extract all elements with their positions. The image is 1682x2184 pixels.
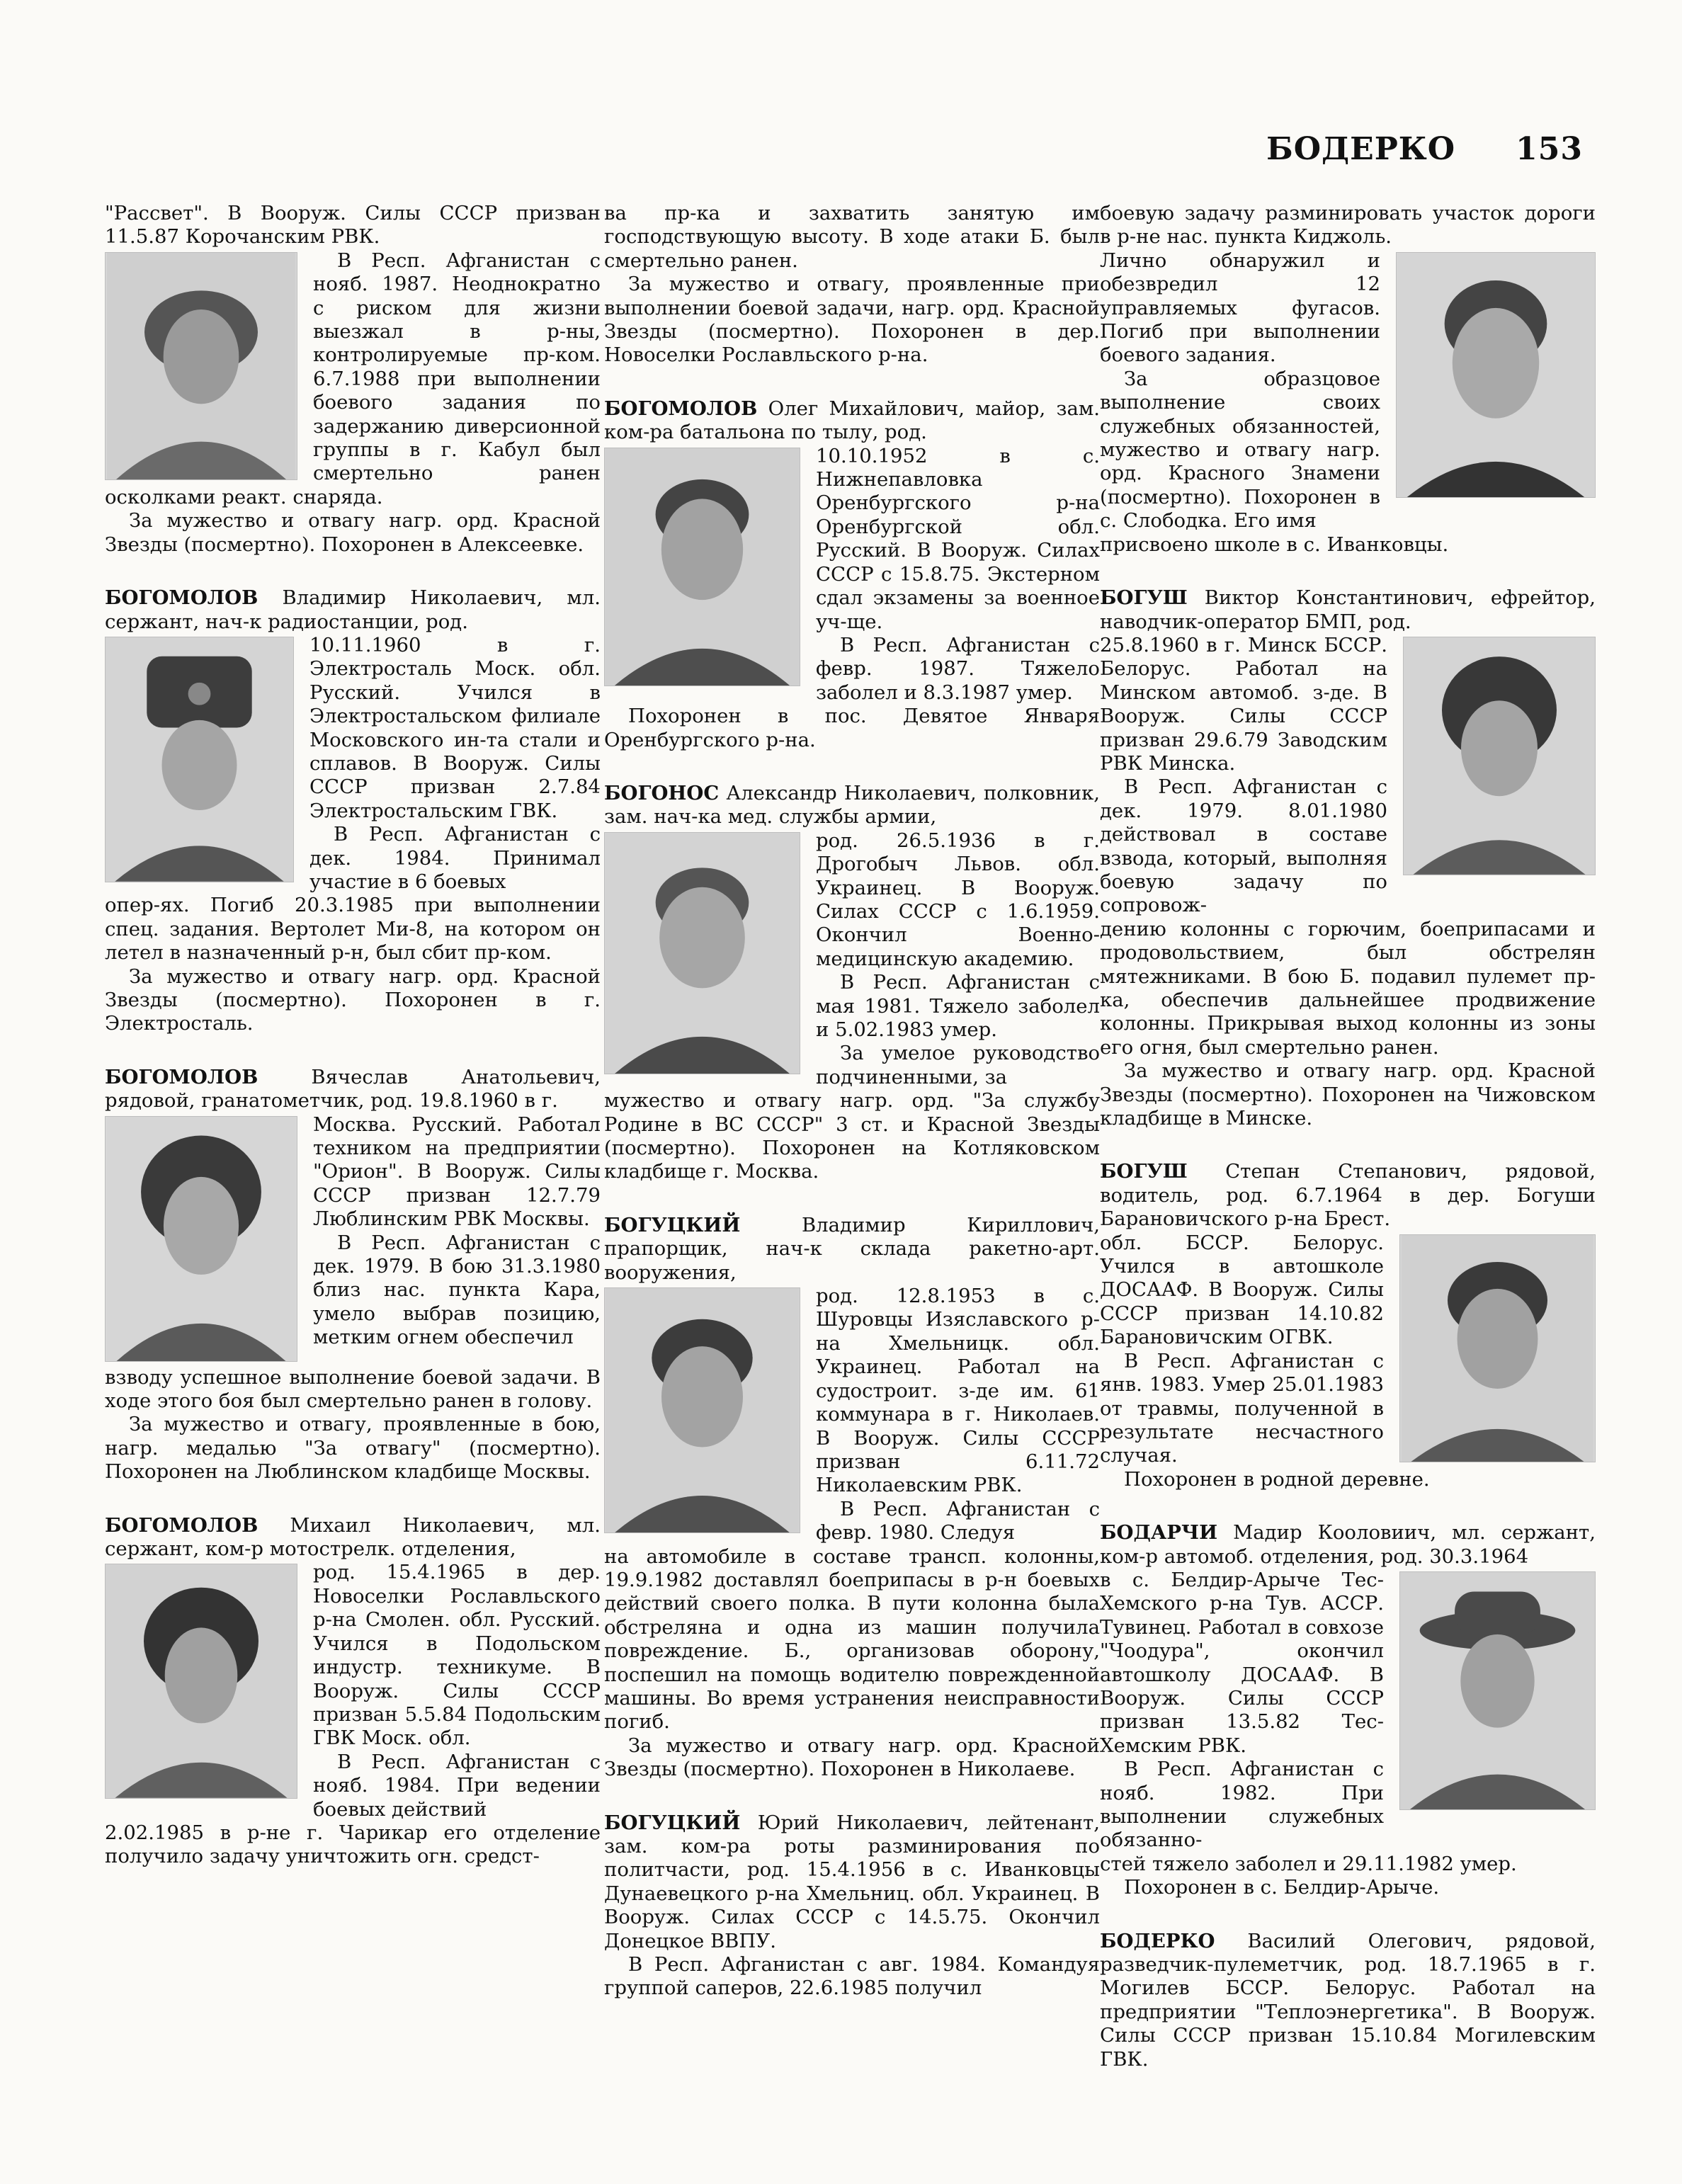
entry-text: Вячеслав Анатольевич, рядовой, гранатометчик, род. 19.8.1960 в г. [105, 1065, 601, 1113]
entry-text: Похоронен в родной деревне. [1124, 1467, 1430, 1491]
entry-text: Мадир Кооловиич, мл. сержант, ком-р автомоб. отделения, род. 30.3.1964 [1100, 1521, 1596, 1568]
portrait-photo [604, 448, 800, 686]
entry-surname: БОГОМОЛОВ [105, 586, 258, 610]
entry-text: В Респ. Афганистан с авг. 1984. Командуя группой саперов, 22.6.1985 получил [604, 1953, 1100, 2000]
entry-bogomolov-vyacheslav [105, 1066, 601, 1484]
entry-text: За мужество и отвагу, проявленные в бою, нагр. медалью "За отвагу" (посмертно). Похоронен на Люблинском кладбище Москвы. [105, 1413, 601, 1484]
entry-text: на автомобиле в составе трансп. колонны, 19.9.1982 доставлял боеприпасы в р-н боевых действий своего полка. В пути колонна была обстреляна и одна из машин получила повреждение. Б., организовав оборону, поспешил на помощь водителю поврежденной машины. Во время устранения неисправности погиб. [604, 1545, 1100, 1734]
entry-text: Владимир Кириллович, прапорщик, нач-к склада ракетно-арт. вооружения, [604, 1213, 1100, 1284]
entry-bogutsky-vladimir [604, 1214, 1100, 1782]
entry-bogush-stepan [1100, 1160, 1596, 1491]
entry-boderko-vasily [1100, 1930, 1596, 2071]
entry-bogutsky-yuri [604, 1812, 1100, 2001]
entry-text: За мужество и отвагу нагр. орд. Красной Звезды (посмертно). Похоронен в г. Электросталь. [105, 965, 601, 1035]
entry-surname: БОГОМОЛОВ [105, 1513, 258, 1537]
entry-text: род. 12.8.1953 в с. Шуровцы Изяславского р-на Хмельницк. обл. Украинец. Работал на судостроит. з-де им. 61 коммунара в г. Николаев. В Вооруж. Силы СССР призван 6.11.72 Николаевским РВК. [816, 1285, 1100, 1497]
entry-text: 2.02.1985 в р-не г. Чарикар его отделение получило задачу уничтожить огн. средст- [105, 1821, 601, 1868]
column-2 [604, 202, 1100, 2001]
entry-text: В Респ. Афганистан с нояб. 1982. При выполнении служебных обязанно- [1100, 1758, 1384, 1852]
entry-text: 10.10.1952 в с. Нижнепавловка Оренбургского р-на Оренбургской обл. Русский. В Вооруж. Силах СССР с 15.8.75. Экстерном сдал экзамены за военное уч-ще. [816, 444, 1100, 633]
running-title: БОДЕРКО [1266, 131, 1456, 167]
entry-text: За мужество и отвагу нагр. орд. Красной Звезды (посмертно). Похоронен на Чижовском кладбище в Минске. [1100, 1059, 1596, 1130]
entry-surname: БОГУШ [1100, 586, 1188, 610]
entry-surname: БОДАРЧИ [1100, 1521, 1218, 1545]
entry-text: За мужество и отвагу нагр. орд. Красной Звезды (посмертно). Похоронен в Николаеве. [604, 1734, 1100, 1781]
entry-text: За умелое руководство подчиненными, за [816, 1042, 1100, 1088]
entry-text: обл. БССР. Белорус. Учился в автошколе ДОСААФ. В Вооруж. Силы СССР призван 14.10.82 Барановичским ОГВК. [1100, 1231, 1384, 1349]
entry-continued [105, 202, 601, 557]
page-number: 153 [1516, 131, 1583, 167]
entry-text: ва пр-ка и захватить занятую им господствующую высоту. В ходе атаки Б. был смертельно ранен. [604, 202, 1100, 272]
entry-text: Александр Николаевич, полковник, зам. нач-ка мед. службы армии, [604, 781, 1101, 829]
entry-continued [604, 202, 1100, 368]
entry-text: род. 15.4.1965 в дер. Новоселки Рославльского р-на Смолен. обл. Русский. Учился в Подольском индустр. техникуме. В Вооруж. Силы СССР призван 5.5.84 Подольским ГВК Моск. обл. [313, 1561, 601, 1750]
entry-text: Степан Степанович, рядовой, водитель, род. 6.7.1964 в дер. Богуши Барановичского р-на Брест. [1100, 1160, 1596, 1231]
entry-text: Юрий Николаевич, лейтенант, зам. ком-ра роты разминирования по политчасти, род. 15.4.1956 в с. Иванковцы Дунаевецкого р-на Хмельниц. обл. Украинец. В Вооруж. Силах СССР с 14.5.75. Окончил Донецкое ВВПУ. [604, 1811, 1100, 1952]
entry-text: За мужество и отвагу нагр. орд. Красной Звезды (посмертно). Похоронен в Алексеевке. [105, 509, 601, 556]
entry-continued [1100, 202, 1596, 557]
entry-text: взводу успешное выполнение боевой задачи. В ходе этого боя был смертельно ранен в голову. [105, 1365, 601, 1413]
entry-surname: БОГУЦКИЙ [604, 1213, 741, 1236]
entry-bogush-viktor [1100, 586, 1596, 1130]
entry-surname: БОГУЦКИЙ [604, 1811, 741, 1834]
entry-text: стей тяжело заболел и 29.11.1982 умер. [1100, 1852, 1517, 1875]
entry-bogomolov-oleg [604, 397, 1100, 752]
entry-surname: БОГОМОЛОВ [604, 397, 758, 420]
entry-text: боевую задачу разминировать участок дороги в р-не нас. пункта Киджоль. [1100, 202, 1596, 249]
entry-text: присвоено школе в с. Иванковцы. [1100, 533, 1449, 556]
entry-bogomolov-mikhail [105, 1514, 601, 1869]
portrait-photo [105, 1564, 297, 1799]
portrait-photo [1399, 1234, 1596, 1462]
entry-surname: БОГОМОЛОВ [105, 1065, 258, 1088]
entry-text: В Респ. Афганистан с дек. 1979. 8.01.1980 действовал в составе взвода, который, выполняя боевую задачу по сопровож- [1100, 775, 1387, 917]
entry-text: В Респ. Афганистан с мая 1981. Тяжело заболел и 5.02.1983 умер. [816, 971, 1100, 1041]
entry-text: Лично обнаружил и обезвредил 12 управляемых фугасов. Погиб при выполнении боевого задания. [1100, 249, 1380, 367]
portrait-photo [1399, 1571, 1596, 1810]
entry-text: Владимир Николаевич, мл. сержант, нач-к радиостанции, род. [105, 586, 601, 633]
entry-text: В Респ. Афганистан с дек. 1984. Принимал участие в 6 боевых [309, 823, 601, 893]
entry-text: Олег Михайлович, майор, зам. ком-ра батальона по тылу, род. [604, 397, 1100, 444]
entry-text: В Респ. Афганистан с нояб. 1984. При ведении боевых действий [313, 1750, 601, 1821]
entry-text: Виктор Константинович, ефрейтор, наводчик-оператор БМП, род. [1100, 586, 1596, 633]
entry-text: "Рассвет". В Вооруж. Силы СССР призван 11.5.87 Корочанским РВК. [105, 202, 601, 249]
entry-text: опер-ях. Погиб 20.3.1985 при выполнении спец. задания. Вертолет Ми-8, на котором он летел в назначенный р-н, был сбит пр-ком. [105, 894, 601, 965]
entry-text: Москва. Русский. Работал техником на предприятии "Орион". В Вооруж. Силы СССР призван 12.7.79 Люблинским РВК Москвы. [313, 1113, 601, 1231]
entry-text: Василий Олегович, рядовой, разведчик-пулеметчик, род. 18.7.1965 в г. Могилев БССР. Белорус. Работал на предприятии "Теплоэнергетика". В Вооруж. Силы СССР призван 15.10.84 Могилевским ГВК. [1100, 1929, 1596, 2071]
running-header [1266, 131, 1583, 167]
entry-bogomolov-vladimir [105, 586, 601, 1036]
entry-text: дению колонны с горючим, боеприпасами и продовольствием, был обстрелян мятежниками. В бою Б. подавил пулемет пр-ка, обеспечив дальнейшее продвижение колонны. Прикрывая выход колонны из зоны его огня, был смертельно ранен. [1100, 917, 1596, 1059]
entry-text: в с. Белдир-Арыче Тес-Хемского р-на Тув. АССР. Тувинец. Работал в совхозе "Чоодура", окончил автошколу ДОСААФ. В Вооруж. Силы СССР призван 13.5.82 Тес-Хемским РВК. [1100, 1568, 1384, 1757]
entry-text: За мужество и отвагу, проявленные при выполнении боевой задачи, нагр. орд. Красной Звезды (посмертно). Похоронен в дер. Новоселки Рославльского р-на. [604, 273, 1100, 367]
column-3 [1100, 202, 1596, 2071]
entry-text: мужество и отвагу нагр. орд. "За службу Родине в ВС СССР" 3 ст. и Красной Звезды (посмертно). Похоронен на Котляковском кладбище г. Москва. [604, 1089, 1100, 1183]
entry-text: В Респ. Афганистан с дек. 1979. В бою 31.3.1980 близ нас. пункта Кара, умело выбрав позицию, метким огнем обеспечил [313, 1231, 601, 1349]
entry-bogonos-aleksandr [604, 782, 1100, 1184]
portrait-photo [105, 1116, 297, 1362]
entry-text: 10.11.1960 в г. Электросталь Моск. обл. Русский. Учился в Электростальском филиале Московского ин-та стали и сплавов. В Вооруж. Силы СССР призван 2.7.84 Электростальским ГВК. [309, 633, 601, 822]
portrait-photo [1403, 637, 1596, 875]
entry-text: В Респ. Афганистан с февр. 1987. Тяжело заболел и 8.3.1987 умер. [816, 633, 1100, 704]
entry-text: В Респ. Афганистан с февр. 1980. Следуя [816, 1497, 1100, 1545]
portrait-photo [105, 637, 294, 882]
entry-text: В Респ. Афганистан с янв. 1983. Умер 25.01.1983 от травмы, полученной в результате несчастного случая. [1100, 1349, 1384, 1467]
entry-text: Михаил Николаевич, мл. сержант, ком-р мотострелк. отделения, [105, 1513, 601, 1561]
entry-surname: БОГУШ [1100, 1160, 1188, 1183]
column-1 [105, 202, 601, 1869]
portrait-photo [604, 832, 800, 1074]
entry-bodarchi-madir [1100, 1521, 1596, 1900]
entry-text: Похоронен в пос. Девятое Января Оренбургского р-на. [604, 705, 1100, 751]
entry-text: 25.8.1960 в г. Минск БССР. Белорус. Работал на Минском автомоб. з-де. В Вооруж. Силы СССР призван 29.6.79 Заводским РВК Минска. [1100, 633, 1387, 775]
portrait-photo [604, 1287, 800, 1533]
entry-text: Похоронен в с. Белдир-Арыче. [1124, 1876, 1440, 1899]
portrait-photo [105, 252, 297, 480]
entry-text: род. 26.5.1936 в г. Дрогобыч Львов. обл. Украинец. В Вооруж. Силах СССР с 1.6.1959. Окончил Военно-медицинскую академию. [816, 829, 1100, 970]
portrait-photo [1396, 252, 1596, 498]
entry-text: За образцовое выполнение своих служебных обязанностей, мужество и отвагу нагр. орд. Красного Знамени (посмертно). Похоронен в с. Слободка. Его имя [1100, 367, 1380, 533]
entry-text: В Респ. Афганистан с нояб. 1987. Неоднократно с риском для жизни выезжал в р-ны, контролируемые пр-ком. 6.7.1988 при выполнении боевого задания по задержанию диверсионной группы в г. Кабул был смертельно ранен осколками реакт. снаряда. [105, 249, 601, 508]
entry-surname: БОДЕРКО [1100, 1929, 1215, 1952]
entry-surname: БОГОНОС [604, 781, 720, 804]
